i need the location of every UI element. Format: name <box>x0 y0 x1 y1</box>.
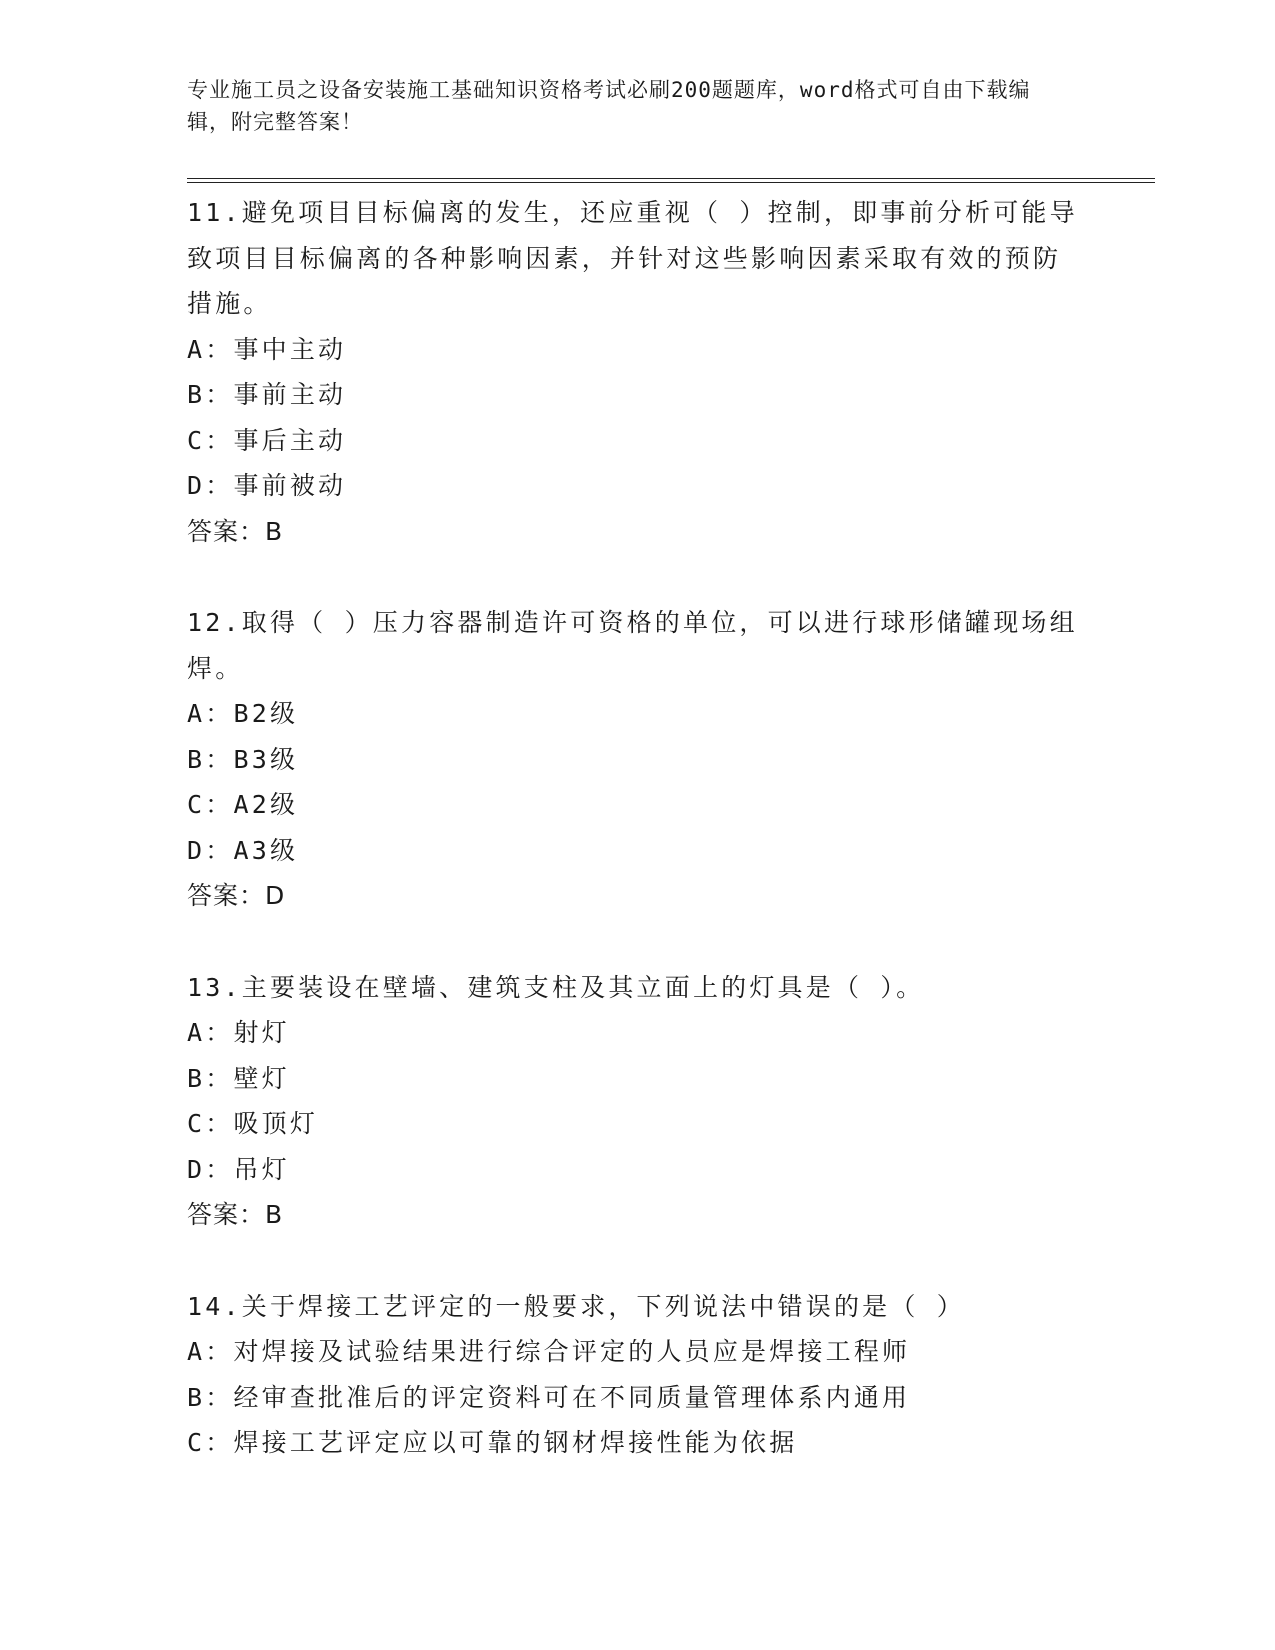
question-spacer <box>187 1238 1087 1284</box>
option-c: C：事后主动 <box>187 425 347 455</box>
option-c: C：吸顶灯 <box>187 1109 319 1138</box>
header-rule-thin <box>187 178 1155 179</box>
option-b: B：事前主动 <box>187 380 347 409</box>
document-header: 专业施工员之设备安装施工基础知识资格考试必刷200题题库，word格式可自由下载编辑，附完整答案！ <box>187 78 1031 134</box>
option-b: B：B3级 <box>187 744 299 774</box>
question-14 <box>187 1284 1087 1466</box>
option-d: D：A3级 <box>187 835 299 865</box>
question-12 <box>187 600 1087 919</box>
option-b: B：经审查批准后的评定资料可在不同质量管理体系内通用 <box>187 1382 911 1412</box>
option-a: A：射灯 <box>187 1018 290 1047</box>
question-text: 13.主要装设在壁墙、建筑支柱及其立面上的灯具是（ ）。 <box>187 972 925 1002</box>
question-text: 14.关于焊接工艺评定的一般要求，下列说法中错误的是（ ） <box>187 1291 966 1321</box>
question-text: 12.取得（ ）压力容器制造许可资格的单位，可以进行球形储罐现场组焊。 <box>187 608 1078 683</box>
answer: 答案：D <box>187 881 286 910</box>
answer: 答案：B <box>187 1200 284 1229</box>
option-d: D：吊灯 <box>187 1154 290 1184</box>
answer: 答案：B <box>187 516 284 546</box>
option-a: A：对焊接及试验结果进行综合评定的人员应是焊接工程师 <box>187 1337 911 1366</box>
option-d: D：事前被动 <box>187 471 347 500</box>
option-c: C：A2级 <box>187 790 299 819</box>
question-spacer <box>187 919 1087 965</box>
option-b: B：壁灯 <box>187 1063 290 1093</box>
header-rule-thick <box>187 182 1155 183</box>
question-text: 11.避免项目目标偏离的发生，还应重视（ ）控制，即事前分析可能导致项目目标偏离的各种影响因素，并针对这些影响因素采取有效的预防措施。 <box>187 198 1078 318</box>
option-c: C：焊接工艺评定应以可靠的钢材焊接性能为依据 <box>187 1428 798 1457</box>
option-a: A：B2级 <box>187 699 299 728</box>
question-list <box>187 190 1087 1466</box>
question-11 <box>187 190 1087 554</box>
question-13 <box>187 965 1087 1238</box>
option-a: A：事中主动 <box>187 334 347 364</box>
question-spacer <box>187 554 1087 600</box>
